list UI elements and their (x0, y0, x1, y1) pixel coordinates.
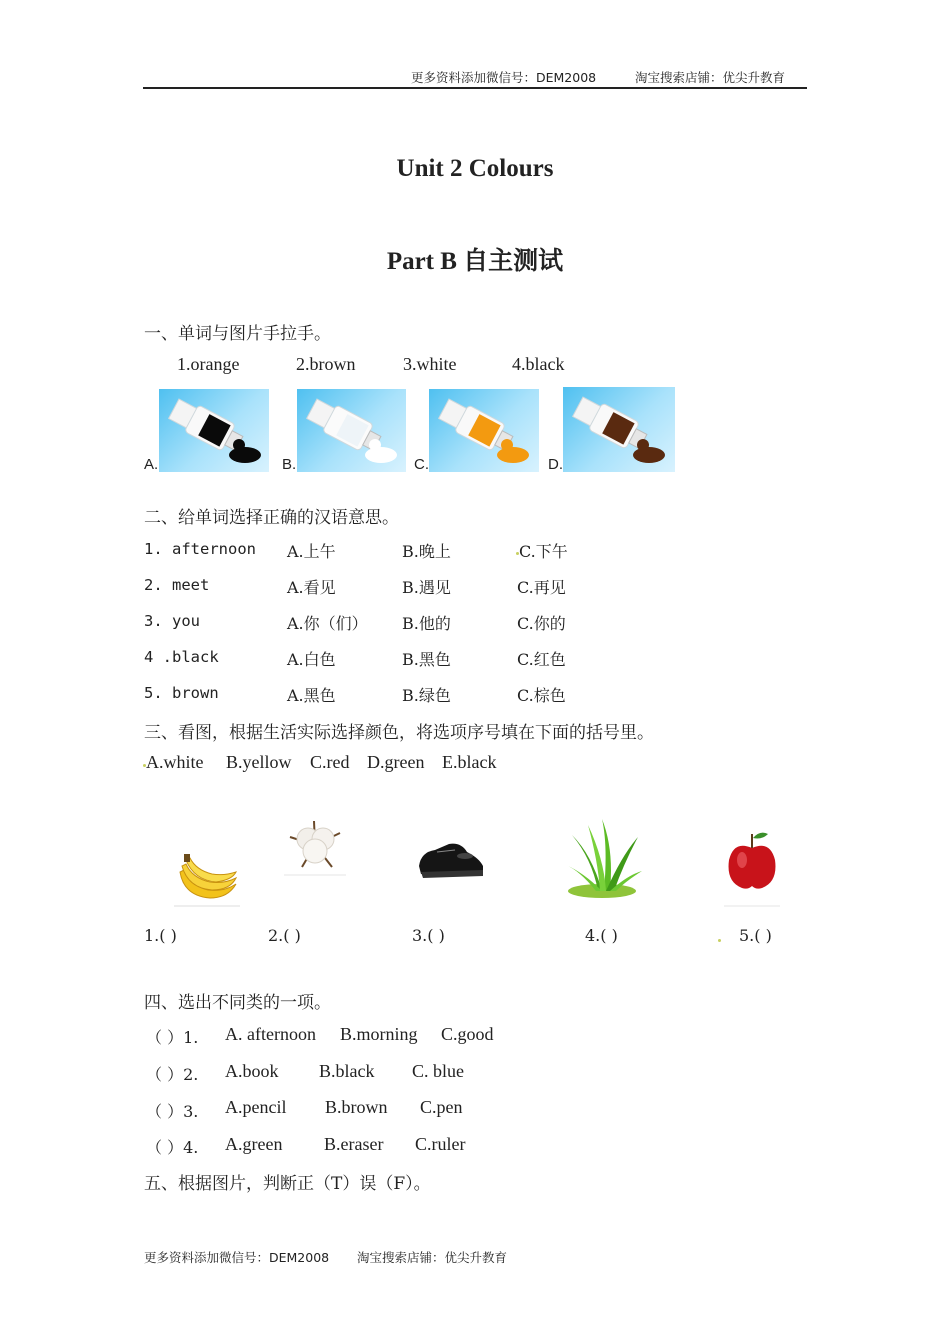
q2-3-c: C.你的 (517, 614, 566, 633)
blank-4[interactable]: 4.( ) (585, 926, 618, 945)
section4-heading: 四、选出不同类的一项。 (144, 993, 331, 1013)
color-option-green: D.green (367, 752, 425, 772)
q2-2-a: A.看见 (287, 578, 336, 597)
banana-icon (172, 850, 242, 908)
q2-1-c: C.下午 (519, 542, 568, 561)
q2-2-c: C.再见 (517, 578, 566, 597)
section3-heading: 三、看图，根据生活实际选择颜色，将选项序号填在下面的括号里。 (144, 723, 654, 743)
q2-4-b: B.黑色 (402, 650, 451, 669)
apple-icon (724, 828, 780, 908)
q4-3-a: A.pencil (225, 1097, 287, 1117)
q4-4-paren[interactable]: （ ）4. (146, 1138, 199, 1157)
q4-4-b: B.eraser (324, 1134, 384, 1154)
q2-3-a: A.你（们） (287, 614, 368, 633)
q2-3-word: 3. you (144, 612, 200, 630)
color-option-black: E.black (442, 752, 497, 772)
option-b-label: B. (282, 456, 297, 473)
header-wechat: 更多资料添加微信号：DEM2008 (411, 70, 597, 85)
q4-2-paren[interactable]: （ ）2. (146, 1065, 199, 1084)
page-subtitle: Part B 自主测试 (386, 248, 564, 275)
color-option-yellow: B.yellow (226, 752, 292, 772)
q2-3-b: B.他的 (402, 614, 451, 633)
word-black: 4.black (512, 354, 565, 374)
q2-1-b: B.晚上 (402, 542, 451, 561)
word-orange: 1.orange (177, 354, 240, 374)
footer-shop: 淘宝搜索店铺：优尖升教育 (357, 1250, 508, 1265)
q4-3-c: C.pen (420, 1097, 463, 1117)
q2-4-c: C.红色 (517, 650, 566, 669)
blank-2[interactable]: 2.( ) (268, 926, 301, 945)
q2-5-c: C.棕色 (517, 686, 566, 705)
q2-1-a: A.上午 (287, 542, 336, 561)
q2-5-b: B.绿色 (402, 686, 451, 705)
section1-heading: 一、单词与图片手拉手。 (144, 324, 331, 344)
stray-mark (516, 552, 519, 555)
white-paint-tube-icon (297, 389, 406, 472)
q4-4-c: C.ruler (415, 1134, 466, 1154)
orange-paint-tube-icon (429, 389, 539, 472)
q4-1-c: C.good (441, 1024, 494, 1044)
q4-3-paren[interactable]: （ ）3. (146, 1102, 199, 1121)
q4-4-a: A.green (225, 1134, 283, 1154)
q2-2-word: 2. meet (144, 576, 210, 594)
word-brown: 2.brown (296, 354, 356, 374)
section2-heading: 二、给单词选择正确的汉语意思。 (144, 508, 399, 528)
cotton-icon (280, 815, 350, 877)
q4-1-paren[interactable]: （ ）1. (146, 1028, 199, 1047)
q4-1-a: A. afternoon (225, 1024, 316, 1044)
q2-4-a: A.白色 (287, 650, 336, 669)
stray-mark (718, 939, 721, 942)
q2-4-word: 4 .black (144, 648, 219, 666)
color-option-red: C.red (310, 752, 350, 772)
q2-2-b: B.遇见 (402, 578, 451, 597)
section5-heading: 五、根据图片，判断正（T）误（F）。 (144, 1174, 431, 1194)
stray-mark (143, 764, 146, 767)
shoe-icon (415, 836, 487, 882)
option-d-label: D. (548, 456, 563, 473)
color-option-white: A.white (146, 752, 204, 772)
q2-5-a: A.黑色 (287, 686, 336, 705)
header-shop: 淘宝搜索店铺：优尖升教育 (635, 70, 786, 85)
option-c-label: C. (414, 456, 429, 473)
q2-1-word: 1. afternoon (144, 540, 256, 558)
q4-2-c: C. blue (412, 1061, 464, 1081)
q4-2-b: B.black (319, 1061, 375, 1081)
q4-3-b: B.brown (325, 1097, 388, 1117)
page-title: Unit 2 Colours (396, 155, 554, 182)
q2-5-word: 5. brown (144, 684, 219, 702)
q4-2-a: A.book (225, 1061, 279, 1081)
blank-3[interactable]: 3.( ) (412, 926, 445, 945)
blank-1[interactable]: 1.( ) (144, 926, 177, 945)
header-rule (143, 87, 807, 89)
word-white: 3.white (403, 354, 457, 374)
brown-paint-tube-icon (563, 387, 675, 472)
blank-5[interactable]: 5.( ) (739, 926, 772, 945)
q4-1-b: B.morning (340, 1024, 418, 1044)
footer-wechat: 更多资料添加微信号：DEM2008 (144, 1250, 330, 1265)
black-paint-tube-icon (159, 389, 269, 472)
option-a-label: A. (144, 456, 159, 473)
grass-icon (562, 815, 644, 905)
